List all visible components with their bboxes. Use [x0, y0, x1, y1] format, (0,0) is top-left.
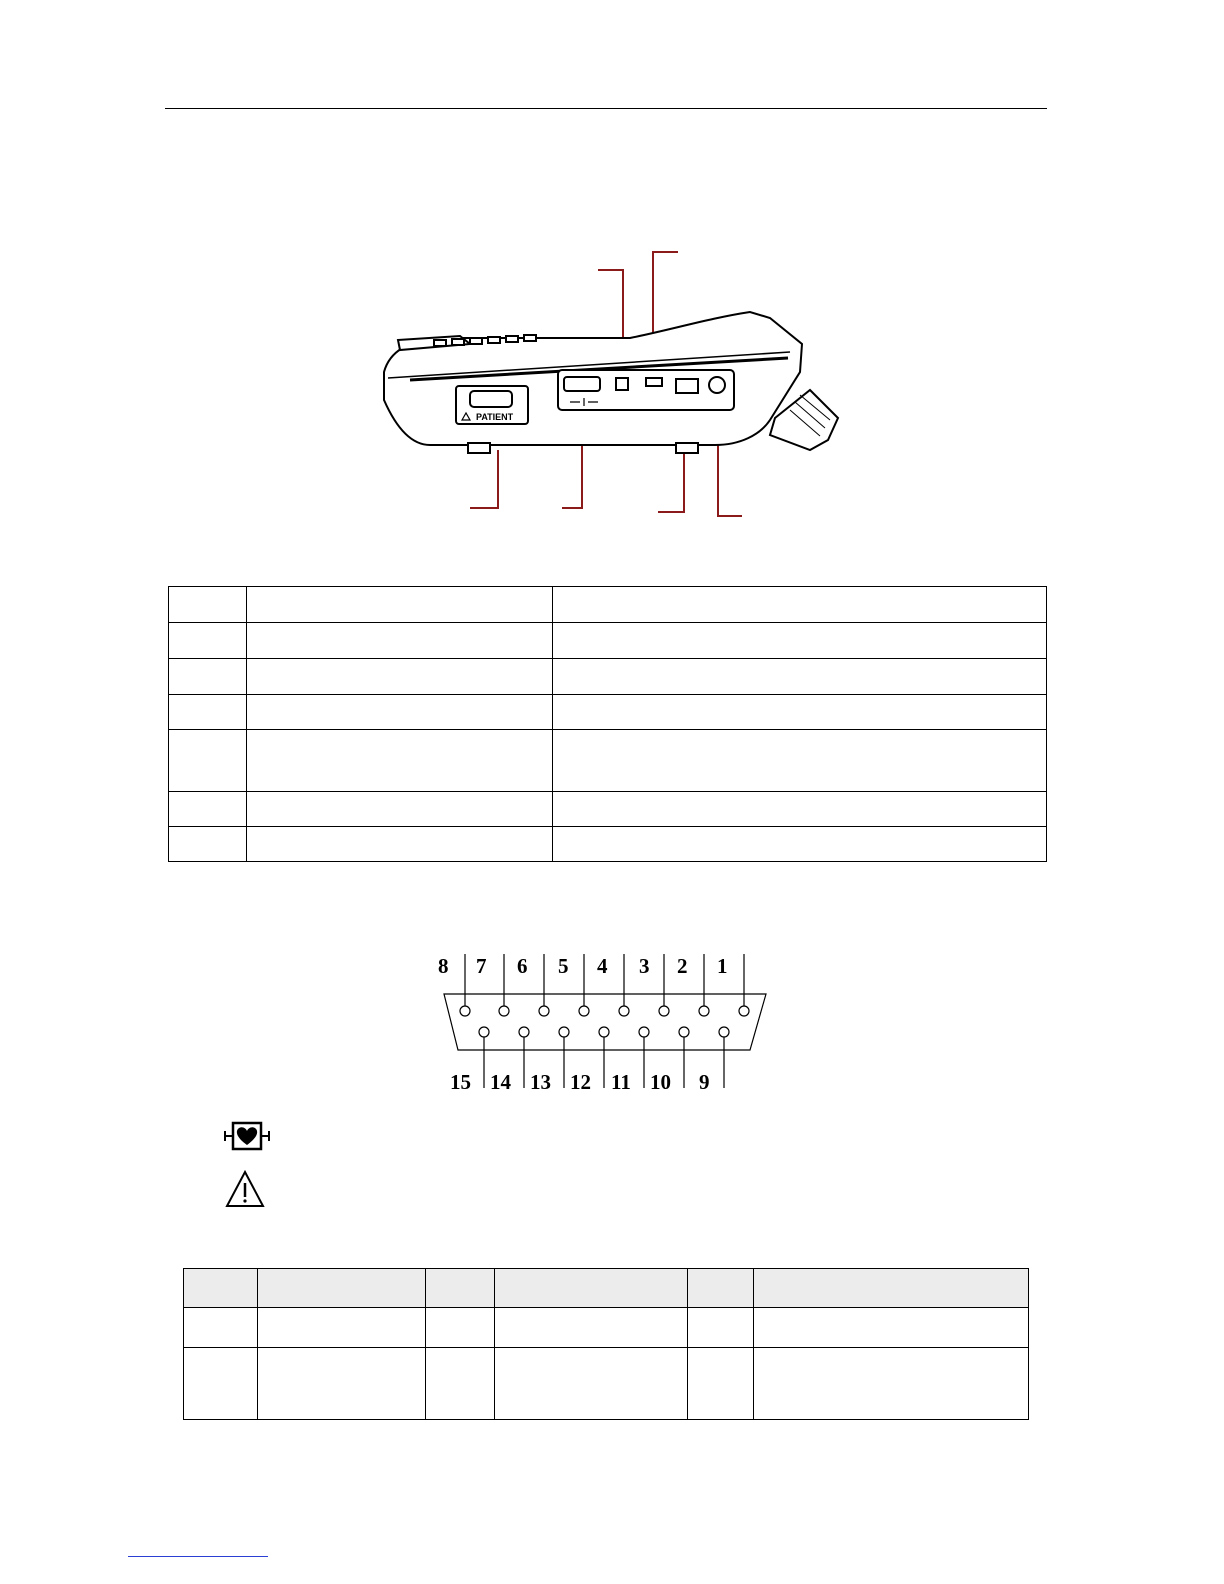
- pin-number-4: 4: [597, 954, 608, 978]
- pin-number-9: 9: [699, 1070, 710, 1094]
- usb-device-port: [616, 378, 628, 390]
- table-row: [169, 587, 1047, 623]
- table-row: [169, 792, 1047, 827]
- usb-host-port: [646, 378, 662, 386]
- pin-assignment-table: [183, 1268, 1029, 1420]
- table-row: [184, 1348, 1029, 1420]
- pin-number-13: 13: [530, 1070, 551, 1094]
- table-row: [169, 730, 1047, 792]
- device-side-view-figure: [370, 240, 850, 525]
- table-row: [169, 659, 1047, 695]
- port-description-table: [168, 586, 1047, 862]
- patient-port-label: PATIENT: [476, 412, 514, 422]
- table-row: [169, 623, 1047, 659]
- callout-line-patient: [470, 450, 498, 508]
- pin-number-2: 2: [677, 954, 688, 978]
- pin-number-7: 7: [476, 954, 487, 978]
- network-port: [676, 379, 698, 393]
- pin-number-3: 3: [639, 954, 650, 978]
- pin-number-14: 14: [490, 1070, 511, 1094]
- pin-number-11: 11: [611, 1070, 631, 1094]
- serial-port: [564, 377, 600, 391]
- table-row: [184, 1308, 1029, 1348]
- heart-in-box-icon: [222, 1120, 272, 1152]
- bottom-pin-leads: [479, 1027, 729, 1088]
- table-header-row: [184, 1269, 1029, 1308]
- ground-terminal: [709, 377, 725, 393]
- pin-number-6: 6: [517, 954, 528, 978]
- pin-number-15: 15: [450, 1070, 471, 1094]
- connector-shell: [444, 994, 766, 1050]
- warning-triangle-icon: [224, 1168, 266, 1210]
- pin-number-8: 8: [438, 954, 449, 978]
- footer-link-underline: [128, 1556, 268, 1557]
- header-rule: [165, 108, 1047, 109]
- pin-number-10: 10: [650, 1070, 671, 1094]
- pin-number-12: 12: [570, 1070, 591, 1094]
- table-row: [169, 827, 1047, 862]
- db15-connector-figure: [436, 950, 776, 1110]
- pin-number-1: 1: [717, 954, 728, 978]
- pin-number-5: 5: [558, 954, 569, 978]
- table-row: [169, 695, 1047, 730]
- patient-port: [456, 386, 528, 424]
